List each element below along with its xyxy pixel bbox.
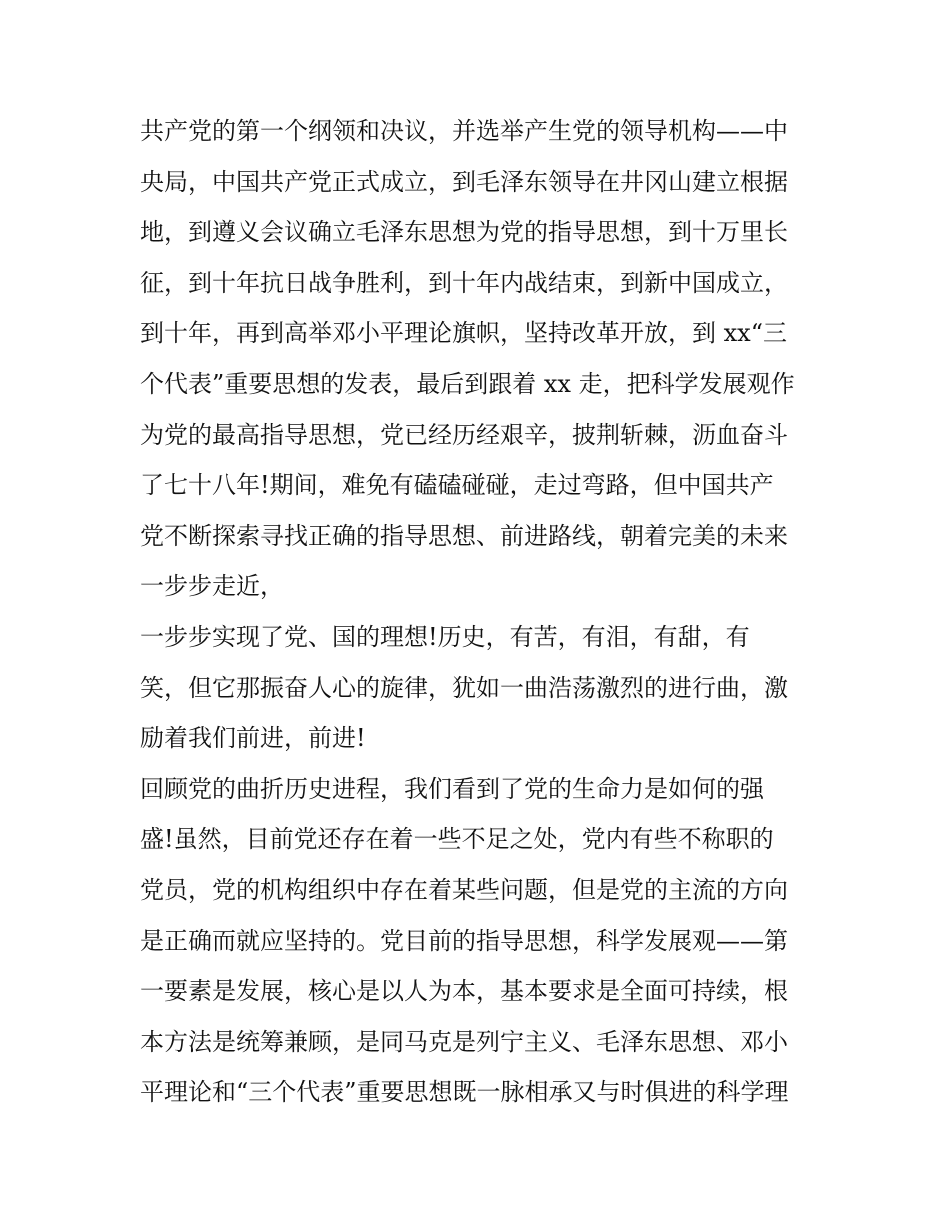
text-line: 为党的最高指导思想，党已经历经艰辛，披荆斩棘，沥血奋斗 (140, 420, 788, 449)
text-line: 征，到十年抗日战争胜利，到十年内战结束，到新中国成立， (140, 268, 788, 297)
text-line: 盛!虽然，目前党还存在着一些不足之处，党内有些不称职的 (140, 825, 774, 854)
text-line: 个代表”重要思想的发表，最后到跟着 xx 走，把科学发展观作 (140, 369, 795, 398)
text-line: 笑，但它那振奋人心的旋律，犹如一曲浩荡激烈的进行曲，激 (140, 673, 788, 702)
text-line: 是正确而就应坚持的。党目前的指导思想，科学发展观——第 (140, 926, 788, 955)
text-line: 回顾党的曲折历史进程，我们看到了党的生命力是如何的强 (140, 774, 764, 803)
text-line: 地，到遵义会议确立毛泽东思想为党的指导思想，到十万里长 (140, 218, 788, 247)
text-line: 到十年，再到高举邓小平理论旗帜，坚持改革开放，到 xx“三 (140, 319, 787, 348)
text-line: 励着我们前进，前进! (140, 724, 366, 753)
text-line: 了七十八年!期间，难免有磕磕碰碰，走过弯路，但中国共产 (140, 471, 774, 500)
text-line: 央局，中国共产党正式成立，到毛泽东领导在井冈山建立根据 (140, 167, 788, 196)
text-line: 党员，党的机构组织中存在着某些问题，但是党的主流的方向 (140, 875, 788, 904)
text-line: 一步步走近， (140, 572, 284, 601)
text-line: 平理论和“三个代表”重要思想既一脉相承又与时俱进的科学理 (140, 1078, 789, 1107)
text-line: 一步步实现了党、国的理想!历史，有苦，有泪，有甜，有 (140, 622, 750, 651)
body-text (140, 106, 820, 1118)
text-line: 一要素是发展，核心是以人为本，基本要求是全面可持续，根 (140, 977, 788, 1006)
text-line: 本方法是统筹兼顾，是同马克是列宁主义、毛泽东思想、邓小 (140, 1027, 788, 1056)
text-line: 共产党的第一个纲领和决议，并选举产生党的领导机构——中 (140, 117, 788, 145)
text-line: 党不断探索寻找正确的指导思想、前进路线，朝着完美的未来 (140, 521, 788, 550)
